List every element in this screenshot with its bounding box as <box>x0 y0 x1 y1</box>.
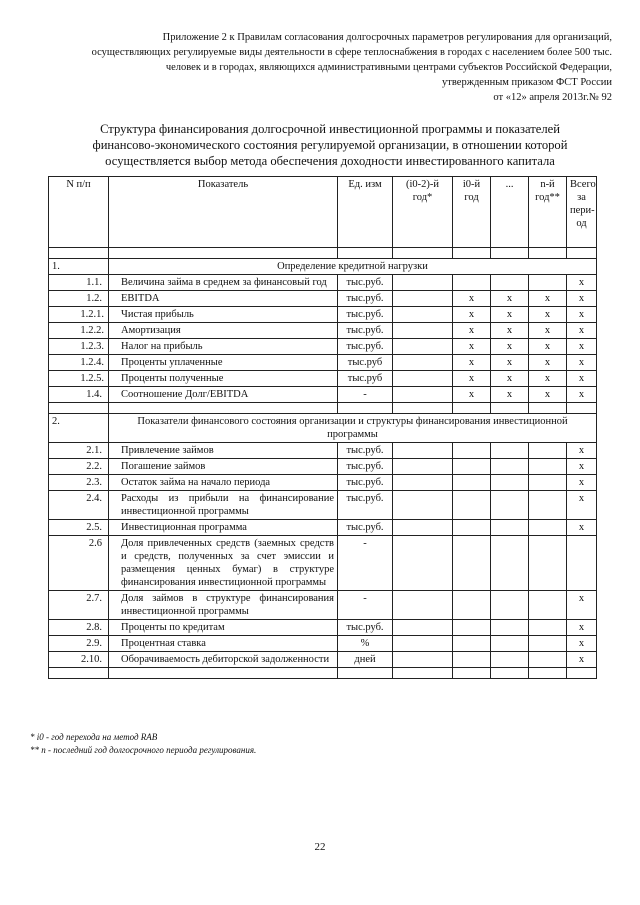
table-body <box>49 248 597 679</box>
row-unit: - <box>338 591 393 620</box>
financing-table <box>48 176 597 679</box>
row-value <box>393 636 453 652</box>
row-number: 1.1. <box>49 275 109 291</box>
row-value: x <box>491 355 529 371</box>
row-value <box>529 636 567 652</box>
row-number: 1.4. <box>49 387 109 403</box>
row-value: x <box>567 475 597 491</box>
col-header-indicator: Показатель <box>109 177 338 248</box>
header-line: утвержденным приказом ФСТ России <box>442 77 612 88</box>
col-header-total: Всего за пери- од <box>567 177 597 248</box>
row-value: x <box>453 323 491 339</box>
row-number: 1.2. <box>49 291 109 307</box>
row-value <box>453 491 491 520</box>
row-number: 1.2.2. <box>49 323 109 339</box>
col-header-year-i0: i0-й год <box>453 177 491 248</box>
row-value: x <box>567 443 597 459</box>
section-number: 1. <box>49 259 109 275</box>
section-title: Показатели финансового состояния организации и структуры финансирования инвестиционной программы <box>109 414 597 443</box>
row-number: 2.3. <box>49 475 109 491</box>
row-value: x <box>567 291 597 307</box>
row-value <box>491 620 529 636</box>
row-value <box>453 620 491 636</box>
row-value <box>567 536 597 591</box>
col-header-num: N п/п <box>49 177 109 248</box>
spacer-cell <box>567 668 597 679</box>
header-line: человек и в городах, являющихся административными центрами субъектов Российской Федерации, <box>165 62 612 73</box>
row-value <box>491 275 529 291</box>
row-number: 2.10. <box>49 652 109 668</box>
spacer-cell <box>453 248 491 259</box>
row-value <box>393 536 453 591</box>
row-value <box>491 536 529 591</box>
row-unit: тыс.руб. <box>338 443 393 459</box>
table-row <box>49 475 597 491</box>
row-value <box>491 443 529 459</box>
spacer-cell <box>49 668 109 679</box>
table-row <box>49 620 597 636</box>
row-value: x <box>453 371 491 387</box>
row-value <box>453 275 491 291</box>
row-indicator: Остаток займа на начало периода <box>109 475 338 491</box>
table-row <box>49 591 597 620</box>
footnote: * i0 - год перехода на метод RAB <box>30 732 158 742</box>
table-row <box>49 536 597 591</box>
row-number: 1.2.1. <box>49 307 109 323</box>
spacer-cell <box>109 403 338 414</box>
spacer-cell <box>567 403 597 414</box>
table-row <box>49 636 597 652</box>
row-value: x <box>567 355 597 371</box>
row-value: x <box>491 291 529 307</box>
spacer-cell <box>338 248 393 259</box>
section-row <box>49 259 597 275</box>
row-value: x <box>529 355 567 371</box>
row-unit: тыс.руб. <box>338 620 393 636</box>
row-value <box>453 636 491 652</box>
row-value <box>393 307 453 323</box>
row-value: x <box>491 323 529 339</box>
row-number: 2.5. <box>49 520 109 536</box>
row-unit: тыс.руб. <box>338 491 393 520</box>
row-value: x <box>567 652 597 668</box>
row-number: 2.9. <box>49 636 109 652</box>
row-unit: тыс.руб. <box>338 475 393 491</box>
row-value <box>393 520 453 536</box>
spacer-cell <box>529 668 567 679</box>
row-number: 1.2.3. <box>49 339 109 355</box>
row-value <box>491 636 529 652</box>
row-unit: % <box>338 636 393 652</box>
col-header-year-n: n-й год** <box>529 177 567 248</box>
row-indicator: Проценты по кредитам <box>109 620 338 636</box>
spacer-row <box>49 403 597 414</box>
row-number: 1.2.4. <box>49 355 109 371</box>
row-value <box>529 520 567 536</box>
table-row <box>49 339 597 355</box>
row-indicator: Доля привлеченных средств (заемных средств и средств, полученных за счет эмиссии и размещения ценных бумаг) в структуре финансирования инвестиционной программы <box>109 536 338 591</box>
row-value <box>529 459 567 475</box>
row-value <box>491 475 529 491</box>
row-value <box>393 459 453 475</box>
row-value <box>453 443 491 459</box>
row-value <box>453 652 491 668</box>
row-unit: тыс.руб <box>338 371 393 387</box>
row-value <box>453 475 491 491</box>
row-number: 2.1. <box>49 443 109 459</box>
table-row <box>49 371 597 387</box>
document-title <box>40 121 620 169</box>
row-value <box>529 275 567 291</box>
table-row <box>49 355 597 371</box>
spacer-cell <box>529 248 567 259</box>
row-value: x <box>567 275 597 291</box>
spacer-cell <box>49 248 109 259</box>
row-indicator: Оборачиваемость дебиторской задолженности <box>109 652 338 668</box>
row-value: x <box>567 491 597 520</box>
row-value: x <box>491 339 529 355</box>
spacer-cell <box>567 248 597 259</box>
row-value <box>529 652 567 668</box>
table-row <box>49 275 597 291</box>
row-value: x <box>567 323 597 339</box>
row-number: 2.4. <box>49 491 109 520</box>
row-value <box>393 323 453 339</box>
row-value: x <box>567 620 597 636</box>
row-unit: тыс.руб. <box>338 459 393 475</box>
row-value: x <box>491 307 529 323</box>
section-row <box>49 414 597 443</box>
row-unit: тыс.руб. <box>338 520 393 536</box>
row-indicator: Расходы из прибыли на финансирование инвестиционной программы <box>109 491 338 520</box>
row-value <box>529 591 567 620</box>
row-number: 2.2. <box>49 459 109 475</box>
table-row <box>49 459 597 475</box>
spacer-cell <box>393 668 453 679</box>
row-value <box>453 459 491 475</box>
row-value: x <box>491 371 529 387</box>
spacer-row <box>49 248 597 259</box>
row-value: x <box>567 387 597 403</box>
row-indicator: EBITDA <box>109 291 338 307</box>
row-indicator: Налог на прибыль <box>109 339 338 355</box>
row-value: x <box>567 636 597 652</box>
title-line: осуществляется выбор метода обеспечения доходности инвестированного капитала <box>105 154 555 168</box>
row-value <box>393 475 453 491</box>
row-unit: - <box>338 536 393 591</box>
spacer-cell <box>491 248 529 259</box>
header-line: осуществляющих регулируемые виды деятельности в сфере теплоснабжения в городах с населением более 500 тыс. <box>91 47 612 58</box>
row-indicator: Доля займов в структуре финансирования инвестиционной программы <box>109 591 338 620</box>
row-indicator: Инвестиционная программа <box>109 520 338 536</box>
row-indicator: Соотношение Долг/EBITDA <box>109 387 338 403</box>
row-value <box>453 536 491 591</box>
row-value: x <box>529 371 567 387</box>
row-value <box>491 520 529 536</box>
row-value: x <box>453 355 491 371</box>
row-value <box>393 291 453 307</box>
table-row <box>49 520 597 536</box>
row-unit: тыс.руб <box>338 355 393 371</box>
spacer-cell <box>491 403 529 414</box>
row-indicator: Привлечение займов <box>109 443 338 459</box>
row-number: 1.2.5. <box>49 371 109 387</box>
row-value: x <box>529 323 567 339</box>
row-value <box>491 459 529 475</box>
row-number: 2.7. <box>49 591 109 620</box>
spacer-cell <box>453 403 491 414</box>
row-value <box>453 520 491 536</box>
row-value: x <box>567 307 597 323</box>
row-value <box>529 475 567 491</box>
row-value <box>393 371 453 387</box>
row-value <box>393 339 453 355</box>
row-value: x <box>567 459 597 475</box>
row-value <box>529 443 567 459</box>
spacer-cell <box>109 248 338 259</box>
spacer-cell <box>338 668 393 679</box>
row-unit: тыс.руб. <box>338 307 393 323</box>
section-title: Определение кредитной нагрузки <box>109 259 597 275</box>
section-number: 2. <box>49 414 109 443</box>
row-value <box>529 491 567 520</box>
spacer-cell <box>49 403 109 414</box>
footnotes <box>30 731 256 757</box>
order-date: от «12» апреля 2013г.№ 92 <box>493 92 612 103</box>
spacer-row <box>49 668 597 679</box>
row-value <box>393 443 453 459</box>
row-unit: дней <box>338 652 393 668</box>
row-unit: тыс.руб. <box>338 323 393 339</box>
title-line: Структура финансирования долгосрочной инвестиционной программы и показателей <box>100 122 560 136</box>
row-value <box>529 620 567 636</box>
row-indicator: Чистая прибыль <box>109 307 338 323</box>
title-line: финансово-экономического состояния регулируемой организации, в отношении которой <box>92 138 568 152</box>
row-value <box>529 536 567 591</box>
row-unit: - <box>338 387 393 403</box>
table-row <box>49 387 597 403</box>
table-header-row <box>49 177 597 248</box>
spacer-cell <box>109 668 338 679</box>
row-value <box>491 652 529 668</box>
table-row <box>49 443 597 459</box>
row-unit: тыс.руб. <box>338 275 393 291</box>
row-value: x <box>453 387 491 403</box>
row-value: x <box>567 339 597 355</box>
row-value <box>393 387 453 403</box>
row-value: x <box>567 591 597 620</box>
spacer-cell <box>453 668 491 679</box>
row-indicator: Процентная ставка <box>109 636 338 652</box>
row-value: x <box>453 307 491 323</box>
row-value <box>393 652 453 668</box>
spacer-cell <box>338 403 393 414</box>
row-indicator: Проценты уплаченные <box>109 355 338 371</box>
page-number: 22 <box>314 841 326 853</box>
row-indicator: Амортизация <box>109 323 338 339</box>
spacer-cell <box>393 403 453 414</box>
col-header-year-i0-2: (i0-2)-й год* <box>393 177 453 248</box>
row-indicator: Проценты полученные <box>109 371 338 387</box>
col-header-ellipsis: ... <box>491 177 529 248</box>
table-row <box>49 491 597 520</box>
row-value <box>393 491 453 520</box>
table-row <box>49 323 597 339</box>
row-value: x <box>529 339 567 355</box>
row-value <box>453 591 491 620</box>
row-number: 2.6 <box>49 536 109 591</box>
row-value: x <box>529 307 567 323</box>
footnote: ** n - последний год долгосрочного периода регулирования. <box>30 745 257 755</box>
row-indicator: Величина займа в среднем за финансовый год <box>109 275 338 291</box>
table-row <box>49 307 597 323</box>
row-value: x <box>529 291 567 307</box>
row-value <box>393 275 453 291</box>
row-value: x <box>567 520 597 536</box>
row-number: 2.8. <box>49 620 109 636</box>
row-value <box>491 591 529 620</box>
col-header-unit: Ед. изм <box>338 177 393 248</box>
row-value <box>491 491 529 520</box>
spacer-cell <box>491 668 529 679</box>
spacer-cell <box>393 248 453 259</box>
row-value <box>393 591 453 620</box>
row-unit: тыс.руб. <box>338 339 393 355</box>
row-indicator: Погашение займов <box>109 459 338 475</box>
row-value: x <box>567 371 597 387</box>
row-value: x <box>453 291 491 307</box>
row-value <box>393 620 453 636</box>
spacer-cell <box>529 403 567 414</box>
row-unit: тыс.руб. <box>338 291 393 307</box>
table-row <box>49 652 597 668</box>
row-value: x <box>453 339 491 355</box>
row-value: x <box>491 387 529 403</box>
document-header <box>52 30 612 90</box>
table-row <box>49 291 597 307</box>
header-line: Приложение 2 к Правилам согласования долгосрочных параметров регулирования для организаций, <box>162 32 612 43</box>
row-value <box>393 355 453 371</box>
row-value: x <box>529 387 567 403</box>
